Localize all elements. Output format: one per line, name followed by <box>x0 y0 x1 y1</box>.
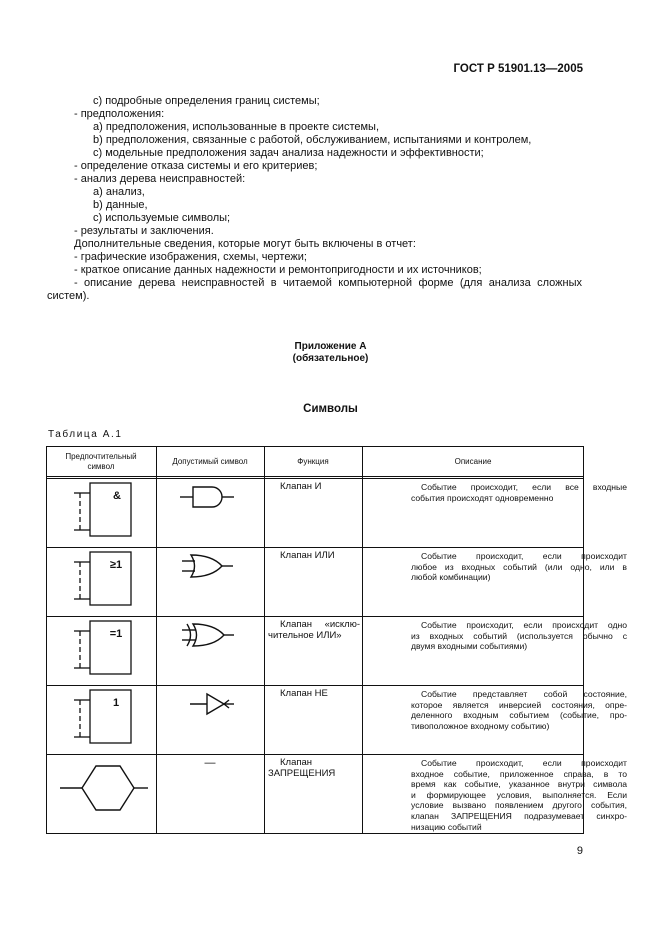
text-line: - определение отказа системы и его критериев; <box>74 160 318 172</box>
header-preferred-line2: символ <box>87 462 115 471</box>
description-line: Событие происходит, если происходит одно <box>421 620 627 630</box>
description-line: любой комбинации) <box>411 572 491 583</box>
description-line: двумя входными событиями) <box>411 641 528 652</box>
description-line: Событие представляет собой состояние, <box>421 689 627 699</box>
appendix-status: (обязательное) <box>292 353 369 364</box>
description-line: входное событие, приложенное справа, в то <box>411 768 627 779</box>
allowed-symbol-dash: — <box>204 757 216 769</box>
description-line: деленного входным событием (событие, про- <box>411 710 627 721</box>
preferred-symbol-label: 1 <box>112 697 120 709</box>
description <box>411 482 627 503</box>
description-line: клапан ЗАПРЕЩЕНИЯ подразумевает синхро- <box>411 810 627 821</box>
function-name <box>280 688 328 699</box>
description-line: Событие происходит, если происходит <box>421 758 627 768</box>
function-line: Клапан «исклю- <box>280 619 360 630</box>
description-line: время как событие, указанное внутри символа <box>411 779 627 790</box>
page-number: 9 <box>576 845 583 857</box>
description-line: события происходят одновременно <box>411 492 554 503</box>
header-preferred <box>46 452 156 472</box>
function-line: Клапан <box>280 757 313 768</box>
function-line: ЗАПРЕЩЕНИЯ <box>268 768 336 779</box>
text-line: c) модельные предположения задач анализа надежности и эффективности; <box>93 147 484 159</box>
standard-id: ГОСТ Р 51901.13—2005 <box>453 63 583 75</box>
preferred-symbol-label: =1 <box>109 628 123 640</box>
text-line: a) предположения, использованные в проекте системы, <box>93 121 380 133</box>
text-line: c) используемые символы; <box>93 212 231 224</box>
function-line: Клапан ИЛИ <box>280 550 335 561</box>
and-gate-allowed-icon <box>176 482 246 512</box>
preferred-symbol-label: & <box>113 490 121 502</box>
or-gate-allowed-icon <box>176 551 246 581</box>
text-line: - описание дерева неисправностей в читаемой компьютерной форме (для анализа сложных <box>74 277 582 289</box>
not-gate-allowed-icon <box>176 689 246 719</box>
appendix-title: Приложение А <box>294 341 367 352</box>
function-name <box>268 619 360 641</box>
text-line: - графические изображения, схемы, чертежи; <box>74 251 307 263</box>
inhibit-gate-preferred-icon <box>54 758 150 818</box>
text-line: c) подробные определения границ системы; <box>93 95 320 107</box>
description <box>411 758 627 832</box>
description-line: из входных событий (используется обычно с <box>411 630 627 641</box>
text-line: b) предположения, связанные с работой, обслуживанием, испытаниями и контролем, <box>93 134 532 146</box>
header-description: Описание <box>454 457 492 466</box>
header-allowed: Допустимый символ <box>172 457 248 466</box>
description <box>411 551 627 583</box>
function-name <box>280 550 335 561</box>
header-preferred-line1: Предпочтительный <box>65 452 137 461</box>
description-line: и формирующее условия, выполняется. Если <box>411 789 627 800</box>
function-line: чительное ИЛИ» <box>268 630 342 641</box>
text-line: Дополнительные сведения, которые могут быть включены в отчет: <box>74 238 416 250</box>
description-line: которое является инверсией состояния, опре- <box>411 699 627 710</box>
preferred-symbol-label: ≥1 <box>109 559 123 571</box>
description-line: любое из входных событий (или одно, или в <box>411 561 627 572</box>
description-line: низацию событий <box>411 821 482 832</box>
description <box>411 620 627 652</box>
section-title: Символы <box>303 403 358 415</box>
description-line: тивоположное входному событию) <box>411 720 550 731</box>
text-line: a) анализ, <box>93 186 145 198</box>
description-line: Событие происходит, если происходит <box>421 551 627 561</box>
text-line: - результаты и заключения. <box>74 225 214 237</box>
text-line: b) данные, <box>93 199 148 211</box>
description-line: Событие происходит, если все входные <box>421 482 627 492</box>
text-line: систем). <box>47 290 90 302</box>
text-line: - анализ дерева неисправностей: <box>74 173 246 185</box>
description <box>411 689 627 731</box>
header-function: Функция <box>297 457 329 466</box>
table-caption: Таблица А.1 <box>48 429 123 440</box>
function-name <box>280 481 322 492</box>
xor-gate-allowed-icon <box>176 620 246 650</box>
symbols-table <box>46 446 627 834</box>
function-line: Клапан И <box>280 481 322 492</box>
function-name <box>268 757 335 779</box>
function-line: Клапан НЕ <box>280 688 328 699</box>
text-line: - предположения: <box>74 108 165 120</box>
description-line: условие вызвано появлением другого события, <box>411 800 627 811</box>
text-line: - краткое описание данных надежности и ремонтопригодности и их источников; <box>74 264 482 276</box>
